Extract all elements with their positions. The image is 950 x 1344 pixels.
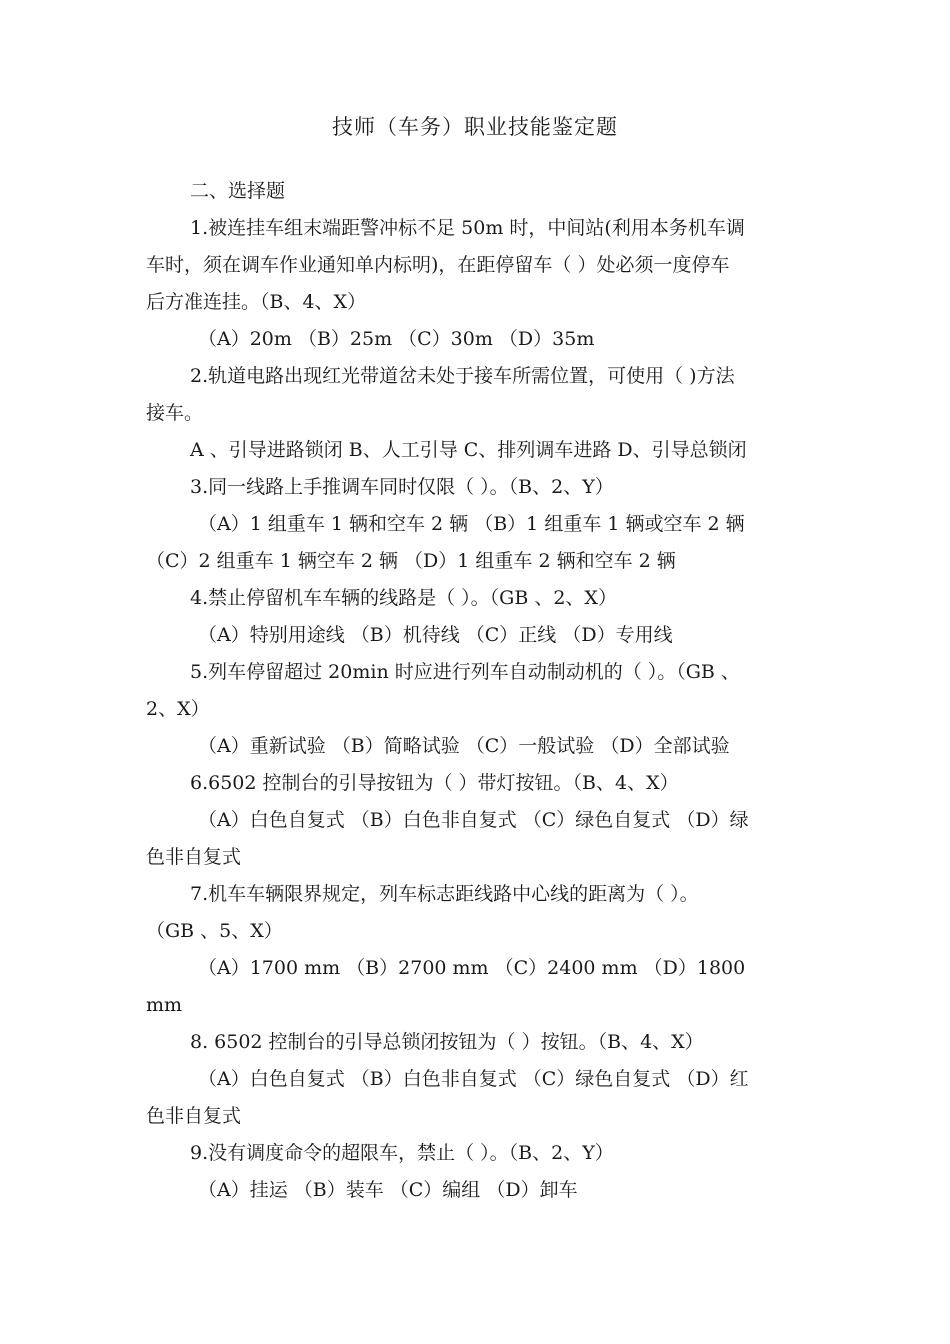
question-6-options: （A）白色自复式 （B）白色非自复式 （C）绿色自复式 （D）绿 bbox=[198, 809, 749, 831]
question-2-line-2: 接车。 bbox=[146, 402, 204, 424]
question-5-options: （A）重新试验 （B）简略试验 （C）一般试验 （D）全部试验 bbox=[198, 735, 730, 757]
question-7-line-1: 7.机车车辆限界规定，列车标志距线路中心线的距离为（ ）。 bbox=[190, 883, 699, 905]
question-6-options-cont: 色非自复式 bbox=[146, 846, 242, 868]
question-7-line-2: （GB 、5、X） bbox=[146, 920, 283, 942]
question-1-line-3: 后方准连挂。（B、4、X） bbox=[146, 291, 367, 313]
section-heading: 二、选择题 bbox=[190, 180, 286, 202]
question-9-options: （A）挂运 （B）装车 （C）编组 （D）卸车 bbox=[198, 1179, 578, 1201]
question-4-options: （A）特别用途线 （B）机待线 （C）正线 （D）专用线 bbox=[198, 624, 673, 646]
question-3-options-2: （C）2 组重车 1 辆空车 2 辆 （D）1 组重车 2 辆和空车 2 辆 bbox=[146, 550, 676, 572]
question-1-line-2: 车时，须在调车作业通知单内标明)，在距停留车（ ）处必须一度停车 bbox=[146, 254, 730, 276]
question-9-line-1: 9.没有调度命令的超限车，禁止（ ）。（B、2、Y） bbox=[190, 1142, 614, 1164]
question-8-options: （A）白色自复式 （B）白色非自复式 （C）绿色自复式 （D）红 bbox=[198, 1068, 749, 1090]
document-title: 技师（车务）职业技能鉴定题 bbox=[332, 115, 618, 139]
question-8-options-cont: 色非自复式 bbox=[146, 1105, 242, 1127]
question-1-options: （A）20m （B）25m （C）30m （D）35m bbox=[198, 328, 595, 350]
question-6-line-1: 6.6502 控制台的引导按钮为（ ）带灯按钮。（B、4、X） bbox=[190, 772, 679, 794]
question-2-options: A 、引导进路锁闭 B、人工引导 C、排列调车进路 D、引导总锁闭 bbox=[190, 439, 747, 461]
question-5-line-1: 5.列车停留超过 20min 时应进行列车自动制动机的（ ）。（GB 、 bbox=[190, 661, 740, 683]
question-list bbox=[146, 173, 810, 1209]
question-8-line-1: 8. 6502 控制台的引导总锁闭按钮为（ ）按钮。（B、4、X） bbox=[190, 1031, 704, 1053]
question-3-options-1: （A）1 组重车 1 辆和空车 2 辆 （B）1 组重车 1 辆或空车 2 辆 bbox=[198, 513, 745, 535]
question-3-line-1: 3.同一线路上手推调车同时仅限（ ）。（B、2、Y） bbox=[190, 476, 614, 498]
question-2-line-1: 2.轨道电路出现红光带道岔未处于接车所需位置，可使用（ )方法 bbox=[190, 365, 735, 387]
question-7-options-cont: mm bbox=[146, 994, 183, 1016]
question-1-line-1: 1.被连挂车组末端距警冲标不足 50m 时，中间站(利用本务机车调 bbox=[190, 217, 745, 239]
question-7-options: （A）1700 mm （B）2700 mm （C）2400 mm （D）1800 bbox=[198, 957, 746, 979]
question-5-line-2: 2、X） bbox=[146, 698, 210, 720]
question-4-line-1: 4.禁止停留机车车辆的线路是（ ）。（GB 、2、X） bbox=[190, 587, 617, 609]
